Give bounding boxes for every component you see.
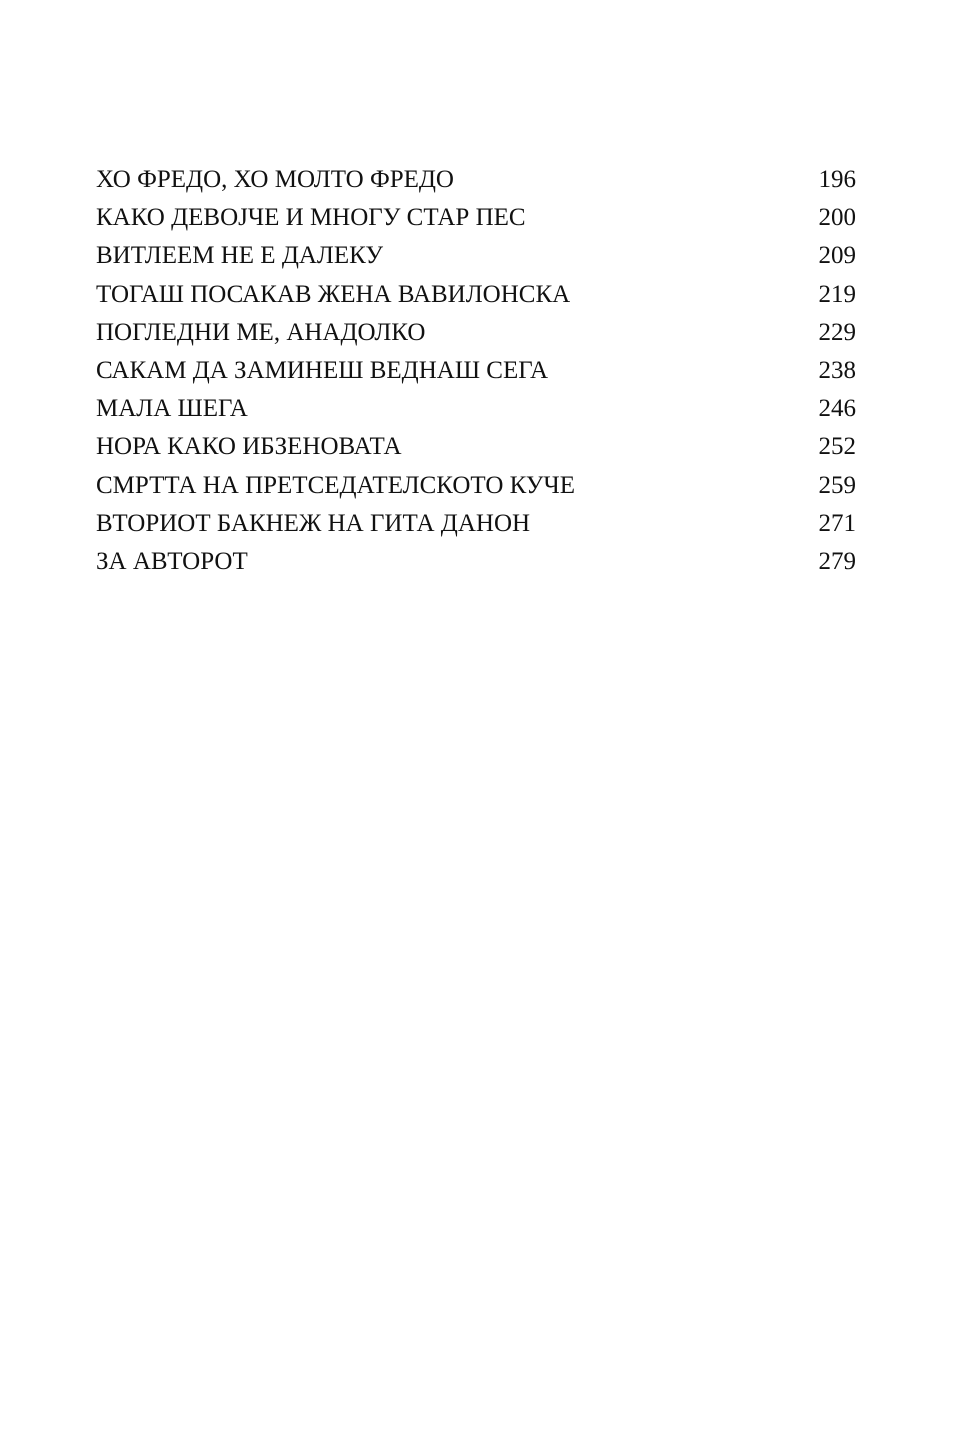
toc-entry-title: ВИТЛЕЕМ НЕ Е ДАЛЕКУ xyxy=(96,242,384,270)
toc-entry-title: ТОГАШ ПОСАКАВ ЖЕНА ВАВИЛОНСКА xyxy=(96,280,571,308)
toc-entry-page-number: 246 xyxy=(818,395,856,423)
toc-entry xyxy=(96,242,856,280)
toc-entry-title: ЗА АВТОРОТ xyxy=(96,547,248,575)
toc-entry-page-number: 229 xyxy=(818,318,856,346)
table-of-contents xyxy=(96,166,856,586)
toc-entry-title: МАЛА ШЕГА xyxy=(96,395,248,423)
toc-entry xyxy=(96,319,856,357)
toc-entry-title: ХО ФРЕДО, ХО МОЛТО ФРЕДО xyxy=(96,166,454,193)
toc-entry xyxy=(96,548,856,586)
toc-entry-page-number: 279 xyxy=(818,547,856,575)
toc-entry xyxy=(96,433,856,471)
toc-entry-title: СМРТТА НА ПРЕТСЕДАТЕЛСКОТО КУЧЕ xyxy=(96,471,576,499)
toc-entry-page-number: 219 xyxy=(818,280,856,308)
toc-entry xyxy=(96,204,856,242)
toc-entry xyxy=(96,357,856,395)
toc-entry xyxy=(96,281,856,319)
toc-entry-page-number: 196 xyxy=(818,166,856,193)
toc-entry-page-number: 252 xyxy=(818,433,856,461)
toc-entry-title: НОРА КАКО ИБЗЕНОВАТА xyxy=(96,433,402,461)
toc-entry-title: ПОГЛЕДНИ МЕ, АНАДОЛКО xyxy=(96,318,426,346)
toc-entry-page-number: 238 xyxy=(818,356,856,384)
toc-entry-page-number: 271 xyxy=(818,509,856,537)
toc-entry-title: ВТОРИОТ БАКНЕЖ НА ГИТА ДАНОН xyxy=(96,509,531,537)
toc-entry-page-number: 200 xyxy=(818,204,856,232)
toc-entry-page-number: 259 xyxy=(818,471,856,499)
toc-entry xyxy=(96,510,856,548)
toc-entry-title: КАКО ДЕВОЈЧЕ И МНОГУ СТАР ПЕС xyxy=(96,204,526,232)
toc-entry-title: САКАМ ДА ЗАМИНЕШ ВЕДНАШ СЕГА xyxy=(96,356,549,384)
toc-entry-page-number: 209 xyxy=(818,242,856,270)
toc-entry xyxy=(96,472,856,510)
toc-entry xyxy=(96,395,856,433)
toc-entry xyxy=(96,166,856,204)
